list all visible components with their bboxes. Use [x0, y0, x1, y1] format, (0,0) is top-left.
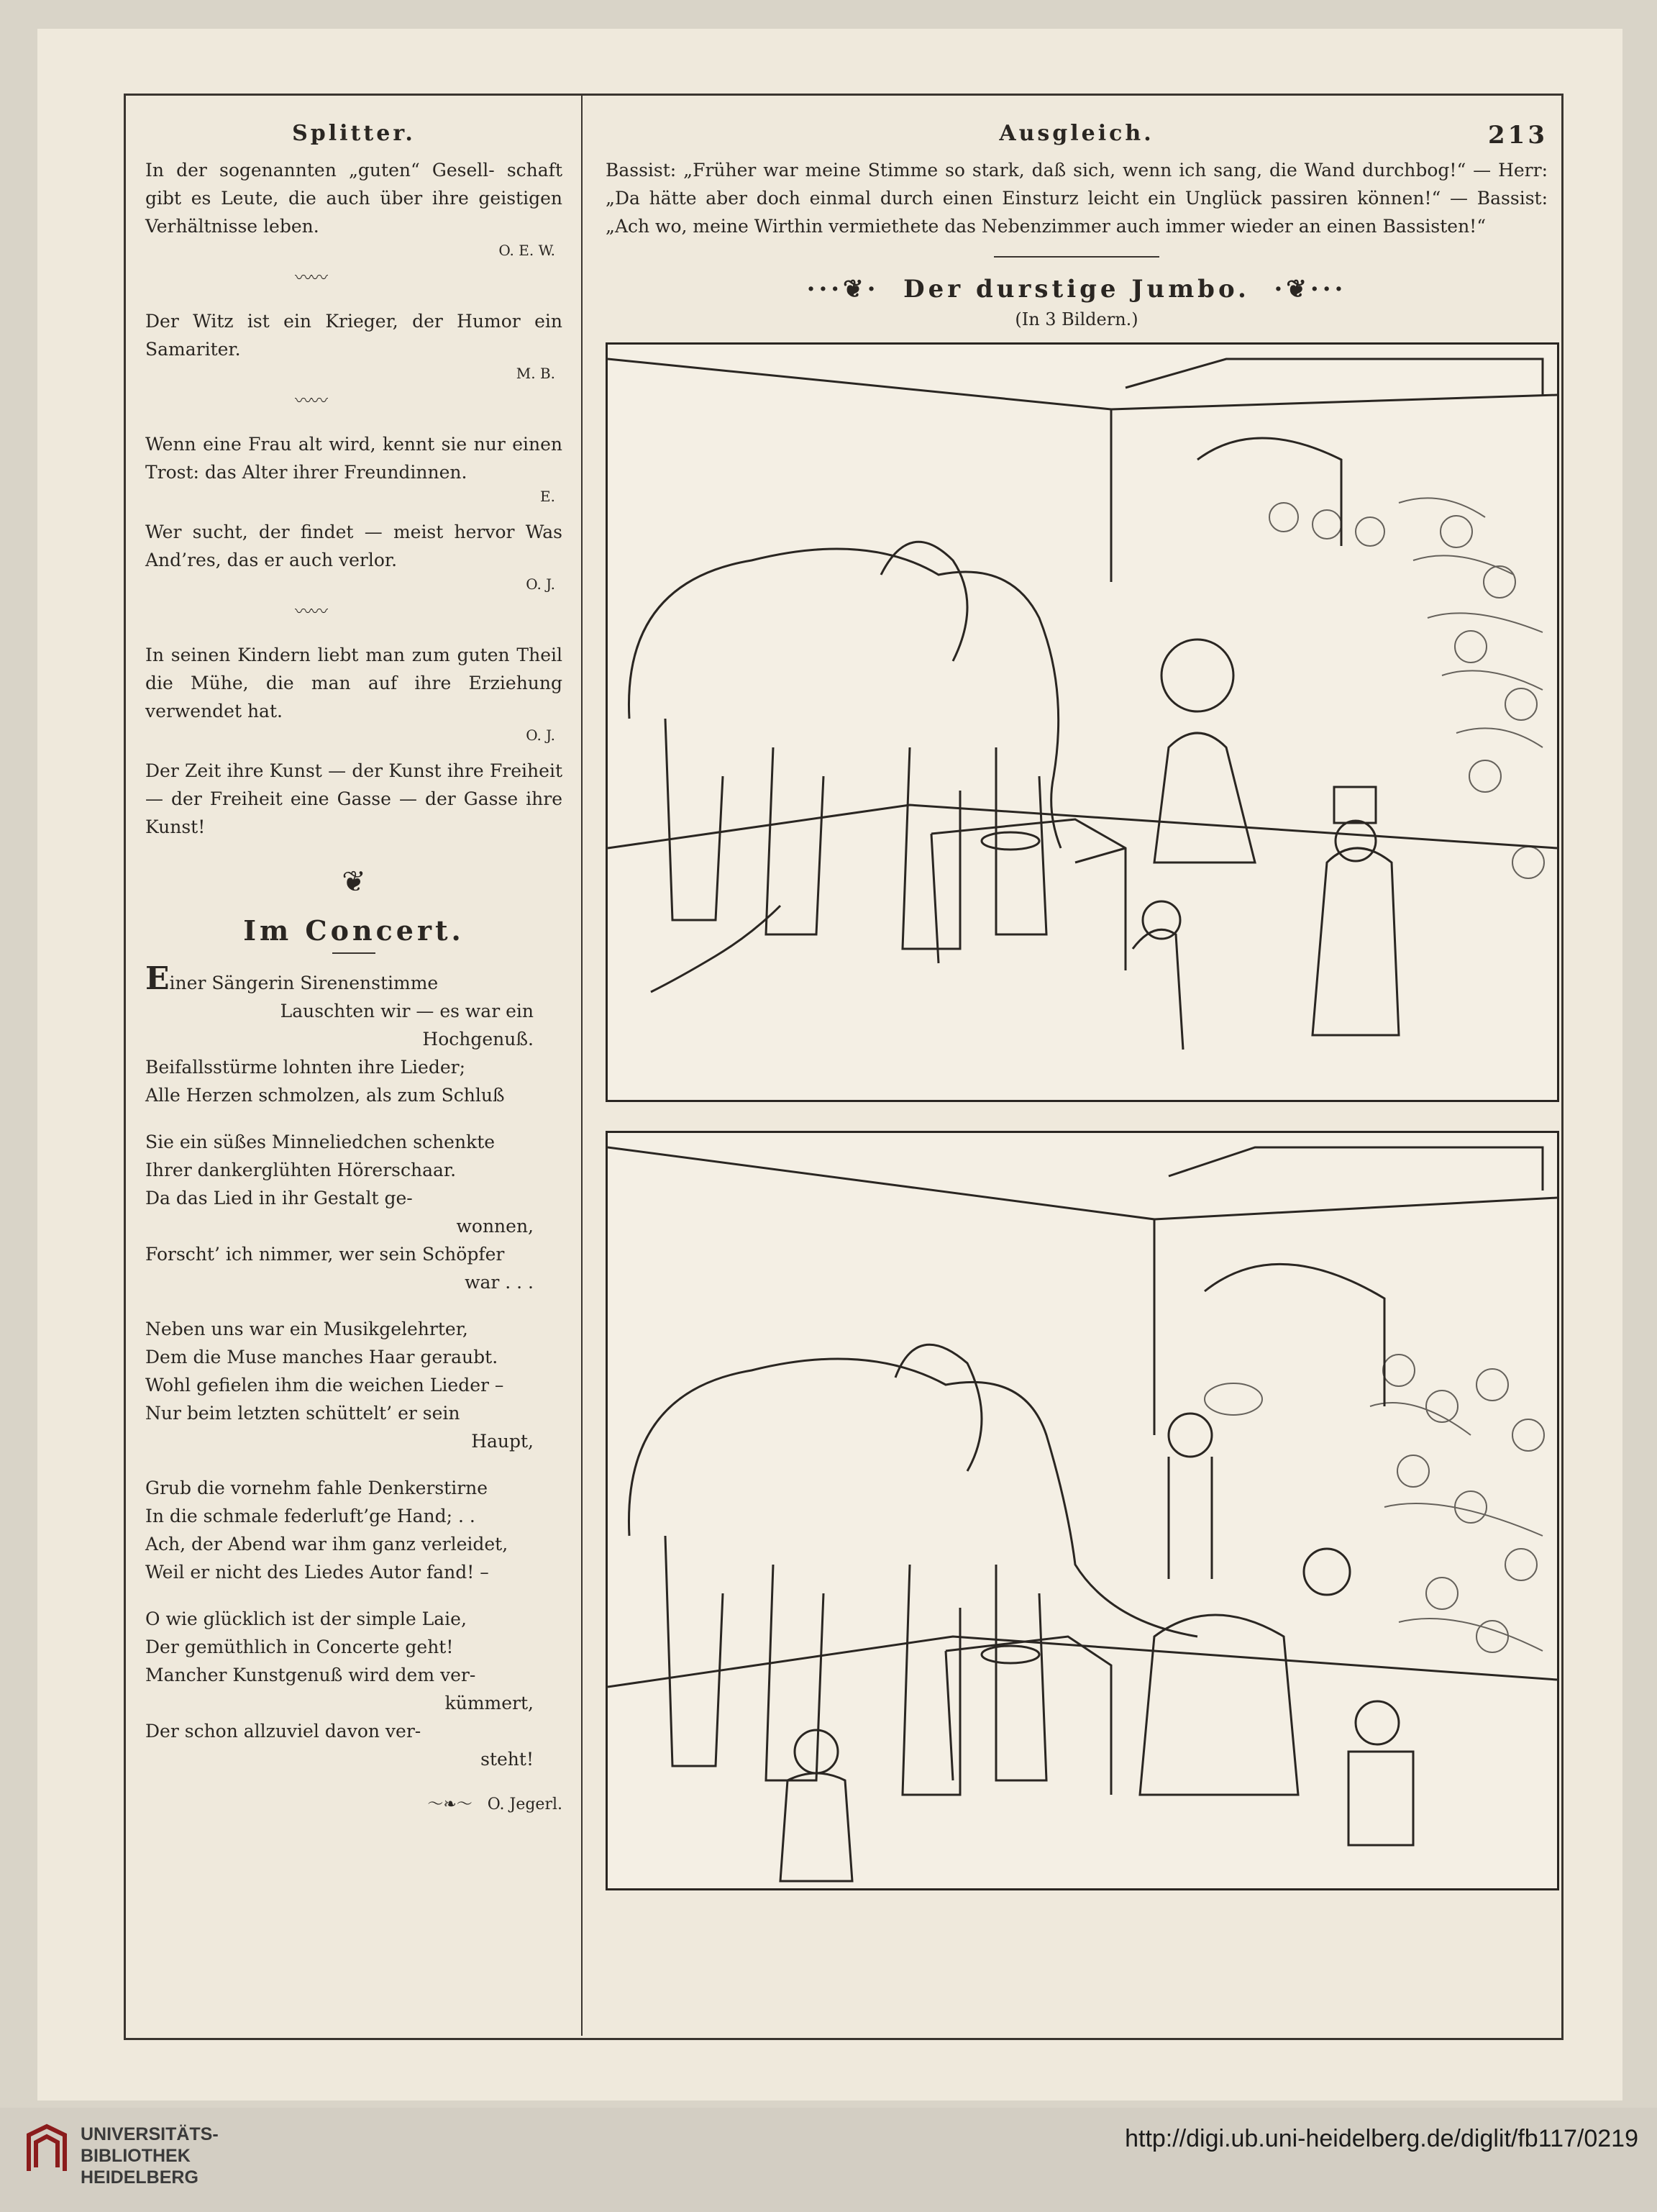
- poem-line: Weil er nicht des Liedes Autor fand! –: [145, 1562, 489, 1583]
- title-rule: [332, 952, 375, 954]
- source-url-link[interactable]: http://digi.ub.uni-heidelberg.de/diglit/fb117/0219: [1125, 2125, 1638, 2152]
- viewer-footer: [0, 2108, 1657, 2212]
- concert-poem: [145, 960, 562, 1814]
- poem-line: steht!: [480, 1749, 534, 1770]
- wave-divider: 〰〰: [295, 601, 327, 622]
- aphorism: [145, 641, 562, 744]
- concert-title: Im Concert.: [243, 914, 465, 947]
- splitter-header: Splitter.: [292, 121, 416, 146]
- university-library-logo: [22, 2121, 72, 2178]
- ausgleich-header: Ausgleich. 213: [999, 121, 1548, 150]
- poem-stanza: [145, 1474, 562, 1586]
- aphorism-text: In seinen Kindern liebt man zum guten Theil die Mühe, die man auf ihre Erziehung verwendet hat.: [145, 645, 562, 722]
- wave-divider: 〰〰: [295, 391, 327, 411]
- poem-line: Ihrer dankerglühten Hörerschaar.: [145, 1160, 457, 1180]
- aphorism: [145, 757, 562, 841]
- poem-line: Mancher Kunstgenuß wird dem ver-: [145, 1665, 476, 1685]
- aphorism: [145, 156, 562, 288]
- poem-line: Der schon allzuviel davon ver-: [145, 1721, 421, 1742]
- poem-line: In die schmale federluft’ge Hand; . .: [145, 1506, 475, 1526]
- poem-line: Alle Herzen schmolzen, als zum Schluß: [145, 1085, 505, 1106]
- poem-line: Einer Sängerin Sirenenstimme: [145, 960, 439, 997]
- poem-line: Der gemüthlich in Concerte geht!: [145, 1637, 454, 1657]
- aphorism-text: Der Zeit ihre Kunst — der Kunst ihre Freiheit — der Freiheit eine Gasse — der Gasse ihre Kunst!: [145, 760, 562, 837]
- poem-stanza: [145, 1315, 562, 1455]
- poem-line: O wie glücklich ist der simple Laie,: [145, 1608, 467, 1629]
- jumbo-subtitle: (In 3 Bildern.): [1015, 309, 1138, 329]
- aphorism: [145, 307, 562, 411]
- poem-line: Ach, der Abend war ihm ganz verleidet,: [145, 1534, 508, 1555]
- page-number: 213: [1488, 121, 1548, 150]
- poem-line: Lauschten wir — es war ein: [280, 1001, 534, 1021]
- aphorism-signature: O. J.: [526, 727, 555, 744]
- poem-line: Da das Lied in ihr Gestalt ge-: [145, 1188, 413, 1209]
- illustration-panel-1: [606, 342, 1559, 1102]
- illustration-panel-2: [606, 1131, 1559, 1890]
- column-divider: [581, 94, 583, 2036]
- aphorism-text: In der sogenannten „guten“ Gesell- schaft gibt es Leute, die auch über ihre geistigen Verhältnisse leben.: [145, 160, 562, 237]
- poem-line: Dem die Muse manches Haar geraubt.: [145, 1347, 498, 1367]
- poem-stanza: [145, 1128, 562, 1296]
- poem-stanza: [145, 1605, 562, 1773]
- poem-line: Neben uns war ein Musikgelehrter,: [145, 1319, 468, 1339]
- poem-author: 〜❧〜 O. Jegerl.: [427, 1795, 562, 1813]
- poem-line: Sie ein süßes Minneliedchen schenkte: [145, 1132, 496, 1152]
- aphorism-text: Wer sucht, der findet — meist hervor Was And’res, das er auch verlor.: [145, 522, 562, 570]
- aphorism: [145, 430, 562, 505]
- wave-divider: 〰〰: [295, 268, 327, 288]
- poem-line: Wohl gefielen ihm die weichen Lieder –: [145, 1375, 504, 1396]
- poem-line: kümmert,: [444, 1693, 534, 1713]
- aphorism-signature: E.: [540, 488, 555, 505]
- aphorism-signature: M. B.: [516, 365, 555, 382]
- poem-line: Haupt,: [471, 1431, 534, 1452]
- elephant-illustration-1: [608, 345, 1557, 1100]
- aphorism-signature: O. E. W.: [498, 242, 555, 259]
- poem-line: wonnen,: [456, 1216, 534, 1237]
- library-name: UNIVERSITÄTS- BIBLIOTHEK HEIDELBERG: [81, 2124, 219, 2188]
- aphorism-signature: O. J.: [526, 575, 555, 593]
- ausgleich-text: Bassist: „Früher war meine Stimme so stark, daß sich, wenn ich sang, die Wand durchbog!“ — Herr: „Da hätte aber doch einmal durch einen Einsturz leicht ein Unglück passiren können!“ — Bassist: „Ach wo, meine Wirthin vermiethete das Nebenzimmer auch immer wieder an einen Bassisten!“: [606, 160, 1548, 237]
- aphorism-text: Der Witz ist ein Krieger, der Humor ein Samariter.: [145, 311, 562, 360]
- left-column: [145, 121, 562, 1814]
- ornament-divider: ❦: [342, 865, 366, 898]
- poem-line: Grub die vornehm fahle Denkerstirne: [145, 1478, 488, 1498]
- drop-cap: E: [145, 960, 170, 997]
- poem-line: Hochgenuß.: [422, 1029, 534, 1050]
- section-rule: [994, 256, 1159, 258]
- elephant-illustration-2: [608, 1133, 1557, 1888]
- poem-stanza: [145, 960, 562, 1109]
- right-column: [606, 121, 1548, 1890]
- poem-line: Beifallsstürme lohnten ihre Lieder;: [145, 1057, 466, 1078]
- poem-line: Nur beim letzten schüttelt’ er sein: [145, 1403, 460, 1424]
- poem-line: Forscht’ ich nimmer, wer sein Schöpfer: [145, 1244, 505, 1265]
- scanned-page: [37, 29, 1622, 2101]
- aphorism-text: Wenn eine Frau alt wird, kennt sie nur einen Trost: das Alter ihrer Freundinnen.: [145, 434, 562, 483]
- jumbo-title: ···❦· Der durstige Jumbo. ·❦···: [806, 275, 1347, 304]
- aphorism: [145, 518, 562, 622]
- poem-line: war . . .: [465, 1272, 534, 1293]
